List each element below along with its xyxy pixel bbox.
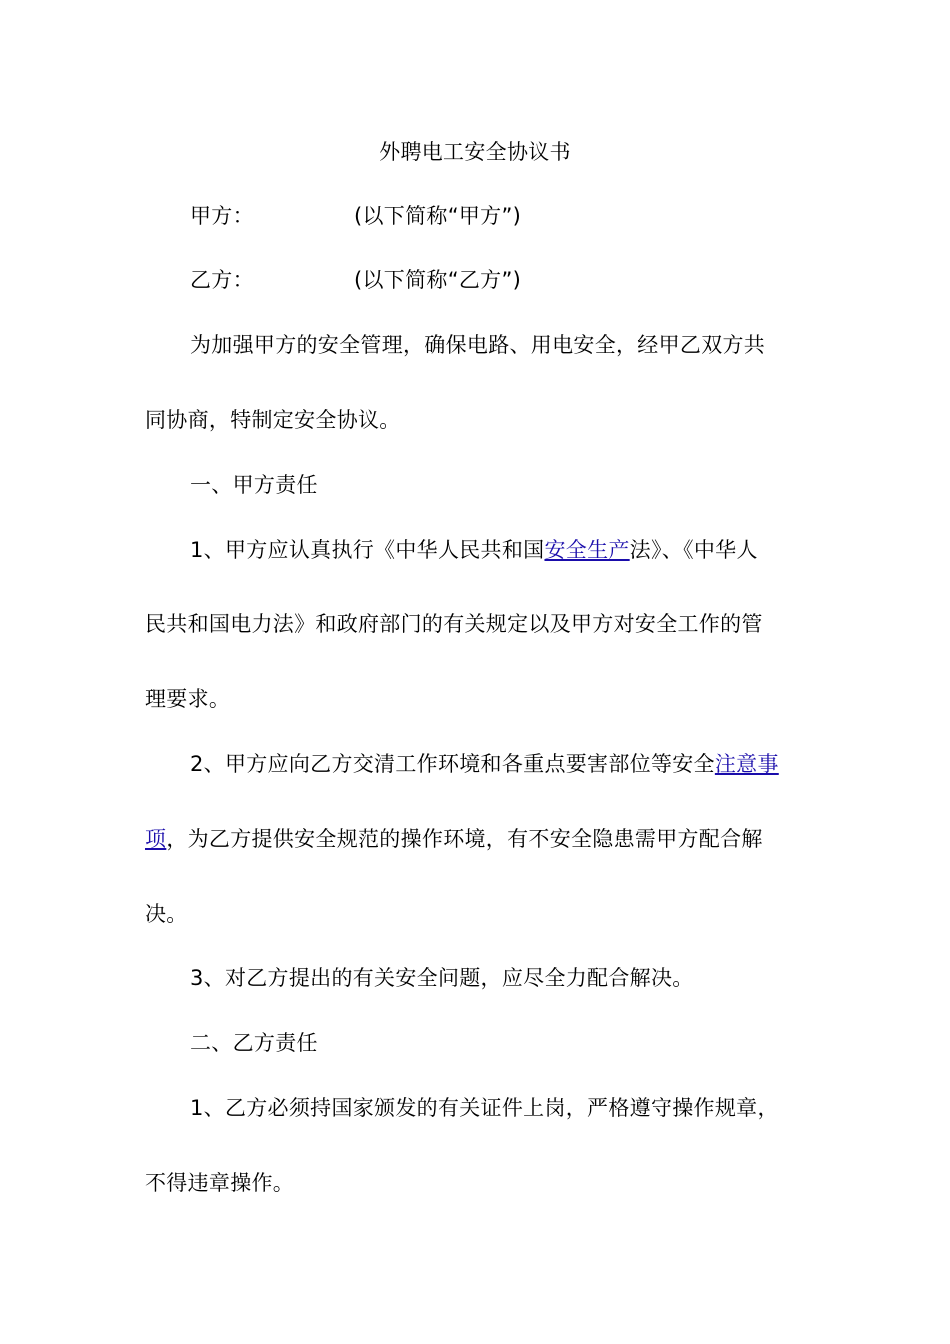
section-1-heading: 一、甲方责任 bbox=[190, 473, 318, 497]
safety-production-link[interactable]: 安全生产 bbox=[544, 538, 630, 562]
s1-item1-line-3: 理要求。 bbox=[145, 687, 231, 711]
precautions-link-part-1[interactable]: 注意事 bbox=[714, 752, 779, 776]
s1-item2-text-b: ，为乙方提供安全规范的操作环境，有不安全隐患需甲方配合解 bbox=[166, 827, 763, 851]
s2-item1-line-2: 不得违章操作。 bbox=[145, 1171, 295, 1195]
intro-paragraph-line-2: 同协商，特制定安全协议。 bbox=[145, 408, 401, 432]
s1-item2-line-3: 决。 bbox=[145, 902, 188, 926]
s1-item2-line-1 bbox=[190, 749, 779, 779]
section-2-heading: 二、乙方责任 bbox=[190, 1031, 318, 1055]
s1-item3: 3、对乙方提出的有关安全问题，应尽全力配合解决。 bbox=[190, 966, 694, 990]
s1-item2-line-2 bbox=[145, 824, 763, 854]
s1-item1-text-a: 1、甲方应认真执行《中华人民共和国 bbox=[190, 538, 545, 562]
party-a-note: (以下简称“甲方”) bbox=[354, 204, 522, 228]
document-title: 外聘电工安全协议书 bbox=[379, 140, 571, 164]
s1-item1-line-2: 民共和国电力法》和政府部门的有关规定以及甲方对安全工作的管 bbox=[145, 612, 763, 636]
precautions-link-part-2[interactable]: 项 bbox=[145, 827, 167, 851]
s1-item1-text-b: 法》、《中华人 bbox=[629, 538, 758, 562]
s1-item1-line-1 bbox=[190, 535, 758, 565]
party-b-label: 乙方： bbox=[190, 268, 254, 292]
s2-item1-line-1: 1、乙方必须持国家颁发的有关证件上岗，严格遵守操作规章， bbox=[190, 1096, 779, 1120]
party-b-note: (以下简称“乙方”) bbox=[354, 268, 522, 292]
party-a-label: 甲方： bbox=[190, 204, 254, 228]
intro-paragraph-line-1: 为加强甲方的安全管理，确保电路、用电安全，经甲乙双方共 bbox=[190, 333, 766, 357]
s1-item2-text-a: 2、甲方应向乙方交清工作环境和各重点要害部位等安全 bbox=[190, 752, 715, 776]
